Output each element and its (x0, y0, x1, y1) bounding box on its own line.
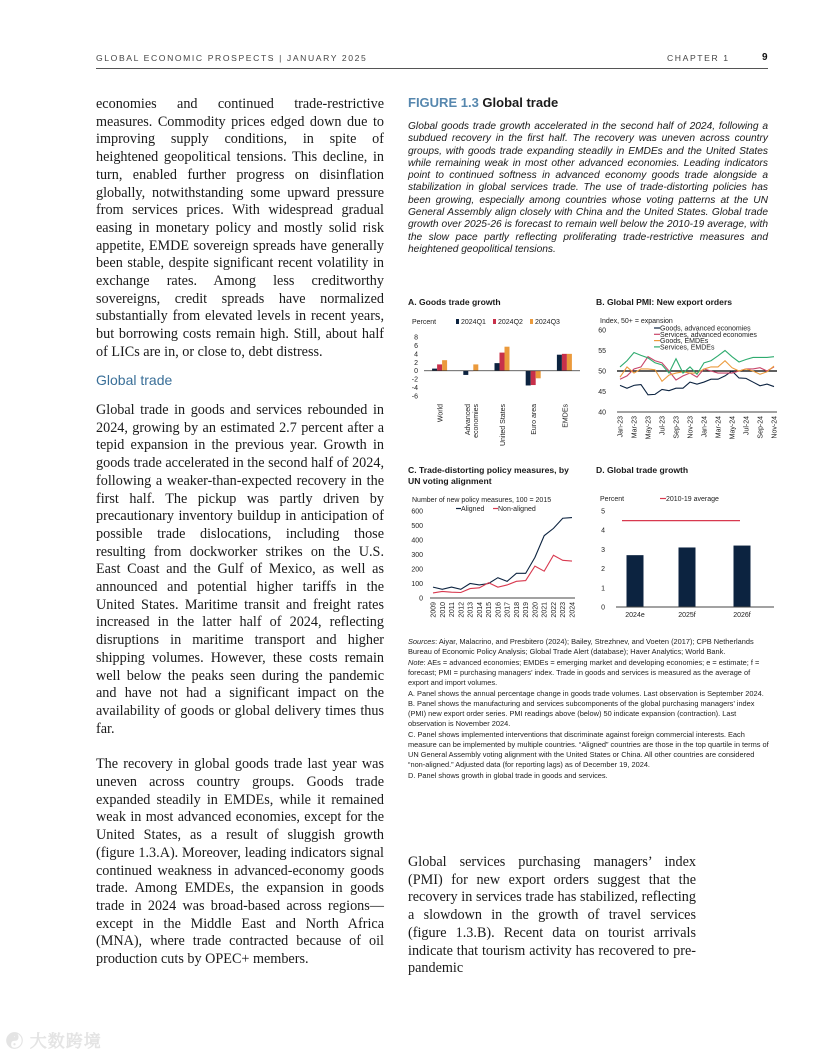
bar (505, 347, 510, 371)
y-axis-label: Index, 50+ = expansion (600, 318, 673, 325)
y-tick-label: 3 (601, 546, 605, 554)
bar (567, 354, 572, 371)
y-tick-label: 40 (598, 409, 606, 417)
x-tick-label: Mar-23 (631, 416, 639, 439)
x-tick-label: Nov-24 (771, 416, 779, 439)
y-tick-label: 50 (598, 368, 606, 376)
x-tick-label: 2024 (569, 602, 577, 618)
figure-title (408, 95, 558, 110)
bar (627, 555, 644, 607)
bar (437, 364, 442, 370)
y-tick-label: 2 (414, 359, 418, 367)
x-tick-label: 2024e (625, 612, 645, 619)
note-a: A. Panel shows the annual percentage change in goods trade volumes. Last observation is September 2024. (408, 688, 764, 698)
panel-a-chart (408, 310, 588, 450)
y-axis-label: Percent (600, 496, 625, 503)
paragraph: economies and continued trade-restrictive measures. Commodity prices edged down due to improving supply conditions, in spite of heightened geopolitical tensions. This decline, in turn, enabled further progress on disinflation globally, notwithstanding some upward pressure from services prices. With widespread gradual easing in monetary policy and mostly solid risk appetite, EMDE sovereign spreads have generally been stable, despite significant recent volatility in exchange rates. Among less creditworthy sovereigns, credit spreads have normalized substantially from elevated levels in recent years, but borrowing costs remain high. Still, about half of LICs are in, or close to, debt distress. (96, 96, 384, 360)
series-line (433, 518, 572, 590)
running-header: GLOBAL ECONOMIC PROSPECTS | JANUARY 2025 (96, 53, 368, 63)
x-tick-label: Jan-24 (701, 416, 709, 438)
bar (495, 363, 500, 371)
panel-a-title: A. Goods trade growth (408, 297, 501, 307)
y-tick-label: 2 (601, 566, 605, 574)
legend-label: Services, advanced economies (660, 331, 757, 339)
x-tick-label: 2021 (541, 602, 549, 618)
legend-label: Services, EMDEs (660, 344, 715, 352)
bar (531, 371, 536, 385)
note-d: D. Panel shows growth in global trade in goods and services. (408, 770, 608, 780)
x-tick-label: 2022 (550, 602, 558, 618)
y-tick-label: 5 (601, 508, 605, 516)
y-tick-label: 0 (414, 368, 418, 376)
bar (442, 360, 447, 371)
panel-d-chart (596, 490, 781, 630)
figure-caption: Global goods trade growth accelerated in the second half of 2024, following a subdued recovery in the first half. The recovery was uneven across country groups, with goods trade expanding steadily in EMDEs and the United States while remaining weak in most other advanced economies. Leading indicators point to continued softness in advanced economy goods trade alongside a stabilization in global services trade. The use of trade-distorting policies has been growing, especially among countries whose voting patterns at the UN General Assembly align closely with China and the United States. Global trade growth over 2025-26 is forecast to remain well below the 2010-19 average, with the slow pace partly reflecting proliferating trade-restrictive measures and heightened geopolitical tensions. (408, 121, 768, 255)
legend-label: 2010-19 average (666, 496, 719, 503)
y-tick-label: 4 (414, 351, 418, 359)
y-tick-label: 0 (419, 595, 423, 603)
panel-c-chart (408, 490, 588, 630)
y-tick-label: 200 (411, 566, 423, 574)
x-tick-label: economies (472, 404, 480, 438)
y-axis-label: Percent (412, 319, 437, 326)
figure-notes (408, 637, 770, 782)
left-column-lower (96, 402, 384, 987)
x-tick-label: Mar-24 (715, 416, 723, 439)
bar (463, 371, 468, 375)
bar (500, 353, 505, 371)
legend-swatch (530, 319, 533, 324)
y-axis-label: Number of new policy measures, 100 = 2015 (412, 497, 552, 504)
legend-label: 2024Q1 (461, 319, 486, 326)
left-column (96, 96, 384, 380)
x-tick-label: Euro area (531, 404, 539, 435)
legend-swatch (456, 319, 459, 324)
right-column-text (408, 854, 696, 996)
x-tick-label: Sep-23 (673, 416, 681, 439)
note: Note: AEs = advanced economies; EMDEs = emerging market and developing economies; e = estimate; f = forecast; PMI = purchasing managers’ index. Trade in goods and services is measured as the average of export and import volumes. (408, 657, 760, 687)
page-number: 9 (762, 52, 770, 63)
paragraph: The recovery in global goods trade last year was uneven across country groups. Goods trade expanded steadily in EMDEs, while it remained weak in most advanced economies, except for the United States, as a result of sluggish growth (figure 1.3.A). Moreover, leading indicators signal continued weakness in advanced-economy goods trade. Among EMDEs, the expansion in goods trade in 2024 was broad-based across regions—except in the Middle East and North Africa (MNA), where trade contracted because of oil production cuts by OPEC+ members. (96, 756, 384, 968)
panel-b-title: B. Global PMI: New export orders (596, 297, 733, 307)
legend-label: 2024Q2 (498, 319, 523, 326)
x-tick-label: Nov-23 (687, 416, 695, 439)
y-tick-label: 300 (411, 552, 423, 559)
bar (473, 364, 478, 370)
x-tick-label: Jul-24 (743, 416, 751, 436)
bar (734, 546, 751, 607)
panel-b-chart (596, 310, 781, 450)
bar (526, 371, 531, 386)
x-tick-label: Advanced (464, 404, 472, 436)
x-tick-label: 2015 (486, 602, 494, 618)
x-tick-label: EMDEs (562, 404, 570, 428)
section-heading: Global trade (96, 372, 173, 388)
y-tick-label: -6 (411, 393, 418, 401)
paragraph: Global trade in goods and services rebounded in 2024, growing by an estimated 2.7 percent after a tepid expansion in the previous year. Growth in goods trade accelerated in the second half of 2024, following a weaker-than-expected recovery in the first half. The pickup was partly driven by precautionary inventory buildup in anticipation of possible trade dislocations, including those resulting from dockworker strikes on the U.S. East Coast and the Gulf of Mexico, as well as announced and potential higher tariffs in the United States. Maritime transit and freight rates increased in the latter half of 2024, reflecting disruptions in maritime transport and higher shipping volumes. However, these costs remain well below the peaks seen during the pandemic and have not had a significant impact on the availability of goods or global delivery times thus far. (96, 402, 384, 737)
x-tick-label: 2020 (532, 602, 540, 618)
figure-title-text: Global trade (482, 95, 559, 110)
series-line (620, 357, 774, 380)
x-tick-label: 2009 (430, 602, 438, 618)
paragraph: Global services purchasing managers’ index (PMI) for new export orders suggest that the recovery in services trade has stabilized, reflecting a slowdown in the growth of travel services (figure 1.3.B). Recent data on tourist arrivals indicate that tourism activity has recovered to pre-pandemic (408, 854, 696, 977)
legend-label: Aligned (461, 506, 485, 513)
y-tick-label: 100 (411, 581, 423, 588)
panel-d-title: D. Global trade growth (596, 465, 689, 475)
x-tick-label: United States (500, 404, 507, 447)
bar (557, 355, 562, 371)
chapter-label: CHAPTER 1 (667, 53, 730, 63)
y-tick-label: 600 (411, 508, 423, 516)
y-tick-label: 500 (411, 523, 423, 530)
x-tick-label: Sep-24 (757, 416, 765, 439)
legend-label: Goods, EMDEs (660, 338, 709, 346)
panel-c-title: C. Trade-distorting policy measures, by UN voting alignment (408, 465, 569, 486)
x-tick-label: May-23 (645, 416, 653, 440)
legend-label: Non-aligned (498, 506, 536, 513)
x-tick-label: 2013 (467, 602, 475, 618)
x-tick-label: 2018 (513, 602, 521, 618)
x-tick-label: 2023 (560, 602, 568, 618)
y-tick-label: 1 (601, 585, 605, 593)
x-tick-label: Jul-23 (659, 416, 667, 436)
bar (536, 371, 541, 379)
bar (679, 547, 696, 607)
y-tick-label: 0 (601, 604, 605, 612)
x-tick-label: 2010 (439, 602, 447, 618)
y-tick-label: 6 (414, 342, 418, 350)
legend-label: Goods, advanced economies (660, 325, 751, 333)
x-tick-label: May-24 (729, 416, 737, 440)
y-tick-label: 45 (598, 389, 606, 396)
note-c: C. Panel shows implemented interventions that discriminate against foreign commercial interests. Each measure can be implemented by multiple countries. “Aligned” countries are those in the top quartile in terms of UN General Assembly voting alignment with the United States or China. All other countries are considered “non-aligned.” Adjusted data (for reporting lags) as of December 19, 2024. (408, 730, 769, 769)
header-rule (96, 68, 768, 69)
legend-label: 2024Q3 (535, 319, 560, 326)
watermark-logo: ☯ 大数跨境 (6, 1032, 102, 1051)
y-tick-label: 60 (598, 327, 606, 335)
x-tick-label: 2017 (504, 602, 512, 618)
y-tick-label: 4 (601, 527, 605, 535)
x-tick-label: 2019 (523, 602, 531, 618)
x-tick-label: 2014 (476, 602, 484, 618)
y-tick-label: -2 (411, 376, 418, 384)
x-tick-label: 2026f (733, 612, 751, 619)
x-tick-label: Jan-23 (617, 416, 625, 438)
y-tick-label: 55 (598, 348, 606, 355)
bar (562, 354, 567, 371)
x-tick-label: 2011 (449, 602, 457, 618)
note-b: B. Panel shows the manufacturing and services subcomponents of the global purchasing managers’ index (PMI) new export order series. PMI readings above (below) 50 indicate expansion (contraction). Last observation is November 2024. (408, 699, 755, 729)
sources-note: Sources: Aiyar, Malacrino, and Presbitero (2024); Bailey, Strezhnev, and Voeten (2017); CPB Netherlands Bureau of Economic Policy Analysis; Global Trade Alert (database); Haver Analytics; World Bank. (408, 637, 754, 656)
x-tick-label: World (437, 404, 445, 423)
y-tick-label: -4 (411, 385, 418, 393)
x-tick-label: 2016 (495, 602, 503, 618)
figure-number: FIGURE 1.3 (408, 95, 479, 110)
y-tick-label: 8 (414, 334, 418, 342)
x-tick-label: 2012 (458, 602, 466, 618)
legend-swatch (493, 319, 496, 324)
y-tick-label: 400 (411, 537, 423, 545)
x-tick-label: 2025f (678, 612, 696, 619)
